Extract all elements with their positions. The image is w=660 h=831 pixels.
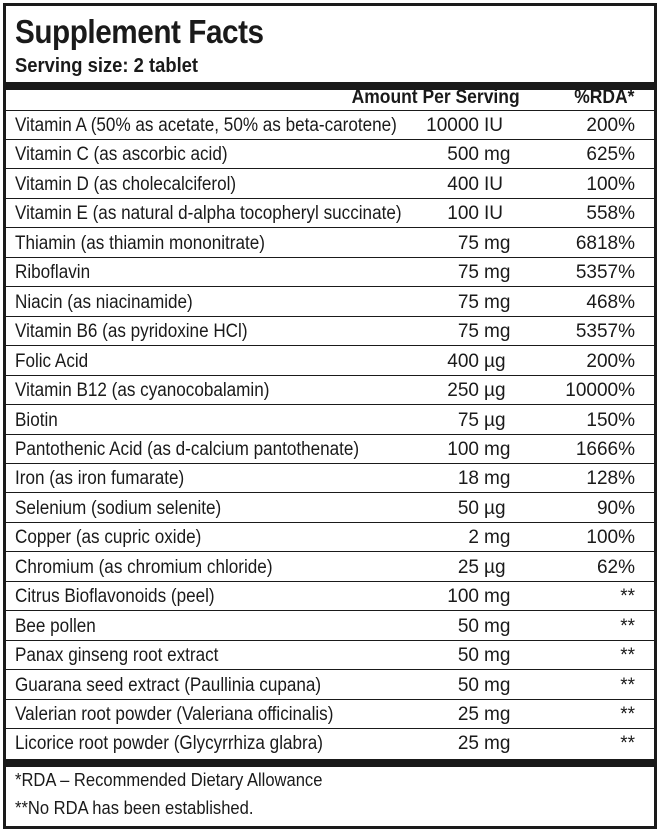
nutrient-unit: mg	[484, 262, 511, 284]
table-row	[6, 288, 654, 317]
nutrient-name: Vitamin E (as natural d-alpha tocopheryl succinate)	[15, 203, 402, 225]
nutrient-rda: 128%	[586, 468, 635, 490]
panel-title: Supplement Facts	[15, 13, 264, 50]
nutrient-unit: IU	[484, 173, 503, 195]
table-row	[6, 553, 654, 582]
rda-header: %RDA*	[573, 87, 634, 108]
nutrient-unit: mg	[484, 144, 511, 166]
nutrient-name: Selenium (sodium selenite)	[15, 497, 222, 519]
table-row	[6, 494, 654, 523]
table-row	[6, 199, 654, 228]
nutrient-name: Panax ginseng root extract	[15, 645, 219, 667]
nutrient-name: Thiamin (as thiamin mononitrate)	[15, 232, 265, 254]
nutrient-unit: mg	[484, 674, 511, 696]
amount-per-serving-header: Amount Per Serving	[351, 87, 520, 108]
nutrient-unit: mg	[484, 468, 511, 490]
nutrient-rda: 150%	[586, 409, 635, 431]
nutrient-amount: 50	[457, 674, 479, 696]
nutrient-rda: 100%	[586, 173, 635, 195]
nutrient-unit: mg	[484, 704, 511, 725]
table-row	[6, 258, 654, 287]
nutrient-unit: IU	[484, 203, 503, 225]
nutrient-rda: **	[620, 733, 635, 755]
nutrient-rda: 468%	[586, 291, 635, 313]
nutrient-amount: 25	[457, 704, 479, 725]
table-row	[6, 170, 654, 199]
nutrient-name: Vitamin B12 (as cyanocobalamin)	[15, 380, 270, 402]
serving-size: Serving size: 2 tablet	[15, 55, 199, 77]
nutrient-amount: 100	[447, 586, 479, 608]
table-row	[6, 435, 654, 464]
supplement-facts-panel	[3, 3, 657, 829]
nutrient-name: Riboflavin	[15, 262, 91, 284]
nutrient-rda: 62%	[596, 556, 635, 578]
table-row	[6, 582, 654, 611]
nutrient-amount: 75	[457, 232, 479, 254]
nutrient-name: Chromium (as chromium chloride)	[15, 556, 273, 578]
nutrient-name: Bee pollen	[15, 615, 96, 637]
table-row	[6, 406, 654, 435]
nutrient-unit: mg	[484, 586, 511, 608]
nutrient-unit: mg	[484, 321, 511, 343]
nutrient-name: Vitamin B6 (as pyridoxine HCl)	[15, 321, 248, 343]
nutrient-name: Folic Acid	[15, 350, 89, 372]
nutrient-rda: **	[620, 704, 635, 725]
table-row	[6, 464, 654, 493]
nutrient-amount: 25	[457, 556, 479, 578]
nutrient-rda: 1666%	[575, 438, 635, 460]
nutrient-rda: **	[620, 674, 635, 696]
table-row	[6, 729, 654, 758]
nutrient-amount: 400	[447, 350, 479, 372]
nutrient-unit: mg	[484, 645, 511, 667]
nutrient-rda: 10000%	[565, 380, 635, 402]
nutrient-unit: µg	[484, 409, 506, 431]
nutrient-amount: 50	[457, 645, 479, 667]
nutrient-name: Biotin	[15, 409, 58, 431]
nutrient-rda: **	[620, 586, 635, 608]
nutrient-unit: mg	[484, 291, 511, 313]
table-row	[6, 700, 654, 729]
nutrient-amount: 75	[457, 321, 479, 343]
nutrient-unit: µg	[484, 497, 506, 519]
nutrient-amount: 100	[447, 203, 479, 225]
nutrient-unit: mg	[484, 615, 511, 637]
nutrient-name: Copper (as cupric oxide)	[15, 527, 202, 549]
nutrient-amount: 25	[457, 733, 479, 755]
nutrient-rda: **	[620, 615, 635, 637]
nutrient-name: Vitamin D (as cholecalciferol)	[15, 173, 237, 195]
table-row	[6, 140, 654, 169]
nutrient-amount: 75	[457, 291, 479, 313]
nutrient-rda: 200%	[586, 115, 635, 136]
table-row	[6, 111, 654, 140]
no-rda-footnote: **No RDA has been established.	[15, 798, 254, 818]
table-row	[6, 671, 654, 700]
nutrient-rda: 5357%	[575, 321, 635, 343]
nutrient-name: Citrus Bioflavonoids (peel)	[15, 586, 215, 608]
nutrient-name: Vitamin A (50% as acetate, 50% as beta-carotene)	[15, 115, 397, 136]
nutrient-unit: mg	[484, 733, 511, 755]
nutrient-amount: 50	[457, 497, 479, 519]
nutrient-amount: 10000	[426, 115, 479, 136]
nutrient-amount: 400	[447, 173, 479, 195]
table-row	[6, 317, 654, 346]
nutrient-rda: 100%	[586, 527, 635, 549]
nutrient-rda: 90%	[596, 497, 635, 519]
nutrient-name: Valerian root powder (Valeriana officinalis)	[15, 704, 334, 725]
rda-footnote: *RDA – Recommended Dietary Allowance	[15, 770, 323, 790]
nutrient-unit: µg	[484, 350, 506, 372]
nutrient-rda: 625%	[586, 144, 635, 166]
nutrient-name: Pantothenic Acid (as d-calcium pantothenate)	[15, 438, 360, 460]
table-row	[6, 612, 654, 641]
nutrient-amount: 75	[457, 409, 479, 431]
nutrient-unit: µg	[484, 380, 506, 402]
nutrient-name: Niacin (as niacinamide)	[15, 291, 193, 313]
nutrient-amount: 50	[457, 615, 479, 637]
nutrient-name: Iron (as iron fumarate)	[15, 468, 185, 490]
nutrient-amount: 250	[447, 380, 479, 402]
nutrient-amount: 100	[447, 438, 479, 460]
nutrient-rda: 5357%	[575, 262, 635, 284]
nutrient-unit: IU	[484, 115, 503, 136]
nutrient-amount: 18	[457, 468, 479, 490]
table-row	[6, 376, 654, 405]
nutrient-unit: mg	[484, 232, 511, 254]
nutrient-name: Licorice root powder (Glycyrrhiza glabra)	[15, 733, 323, 755]
table-row	[6, 523, 654, 552]
table-row	[6, 641, 654, 670]
nutrient-amount: 75	[457, 262, 479, 284]
table-row	[6, 347, 654, 376]
nutrient-rda: 6818%	[575, 232, 635, 254]
table-row	[6, 229, 654, 258]
nutrient-rda: 200%	[586, 350, 635, 372]
nutrient-amount: 500	[447, 144, 479, 166]
nutrient-unit: µg	[484, 556, 506, 578]
nutrient-name: Guarana seed extract (Paullinia cupana)	[15, 674, 322, 696]
nutrient-unit: mg	[484, 438, 511, 460]
nutrient-name: Vitamin C (as ascorbic acid)	[15, 144, 228, 166]
header-divider-thick	[6, 82, 654, 90]
nutrient-unit: mg	[484, 527, 511, 549]
footer-divider-thick	[6, 759, 654, 767]
nutrient-rda: **	[620, 645, 635, 667]
nutrient-rda: 558%	[586, 203, 635, 225]
nutrient-amount: 2	[468, 527, 479, 549]
